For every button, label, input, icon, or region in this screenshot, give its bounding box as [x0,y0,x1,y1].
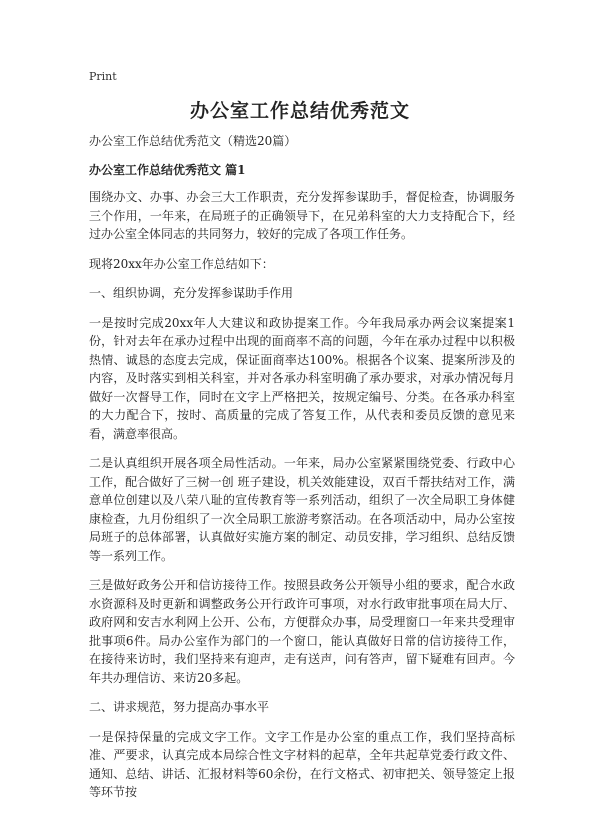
document-body [89,132,515,813]
paragraph-item-1: 一是按时完成20xx年人大建议和政协提案工作。今年我局承办两会议案提案1份，针对去年在承办过程中出现的面商率不高的问题，今年在承办过程中以积极热情、诚恳的态度去完成，保证面商率达100%。根据各个议案、提案所涉及的内容，及时落实到相关科室，并对各承办科室明确了承办要求，对承办情况每月做好一次督导工作，同时在文字上严格把关，按规定编号、分类。在各承办科室的大力配合下，按时、高质量的完成了答复工作，从代表和委员反馈的意见来看，满意率很高。 [89,315,515,441]
heading-part-two: 二、讲求规范，努力提高办事水平 [89,700,270,714]
document-subtitle: 办公室工作总结优秀范文（精选20篇） [89,134,297,148]
paragraph-item-2: 二是认真组织开展各项全局性活动。一年来，局办公室紧紧围绕党委、行政中心工作，配合做好了三树一创 班子建设，机关效能建设，双百千帮扶结对工作，满意单位创建以及八荣八耻的宣传教育等一系列活动，组织了一次全局职工身体健康检查，九月份组织了一次全局职工旅游考察活动。在各项活动中，局办公室按局班子的总体部署，认真做好实施方案的制定、动员安排，学习组织、总结反馈等一系列工作。 [89,456,515,563]
paragraph-summary-lead: 现将20xx年办公室工作总结如下： [89,256,274,271]
paragraph-item-3: 三是做好政务公开和信访接待工作。按照县政务公开领导小组的要求，配合水政水资源科及时更新和调整政务公开行政许可事项，对水行政审批事项在局大厅、政府网和安吉水利网上公开、公布，方便群众办事，局受理窗口一年来共受理审批事项6件。局办公室作为部门的一个窗口，能认真做好日常的信访接待工作，在接待来访时，我们坚持来有迎声，走有送声，问有答声，留下疑难有回声。今年共办理信访、来访20多起。 [89,578,515,685]
page-title: 办公室工作总结优秀范文 [189,100,410,122]
print-link[interactable]: Print [89,70,117,83]
section-heading: 办公室工作总结优秀范文 篇1 [89,162,246,177]
heading-part-one: 一、组织协调，充分发挥参谋助手作用 [89,286,294,300]
paragraph-intro: 围绕办文、办事、办会三大工作职责，充分发挥参谋助手，督促检查，协调服务三个作用，一年来，在局班子的正确领导下，在兄弟科室的大力支持配合下，经过办公室全体同志的共同努力，较好的完成了各项工作任务。 [89,190,515,241]
paragraph-item-4: 一是保持保量的完成文字工作。文字工作是办公室的重点工作，我们坚持高标准、严要求，认真完成本局综合性文字材料的起草，全年共起草党委行政文件、通知、总结、讲话、汇报材料等60余份，在行文格式、初审把关、领导签定上报等环节按 [89,729,515,799]
